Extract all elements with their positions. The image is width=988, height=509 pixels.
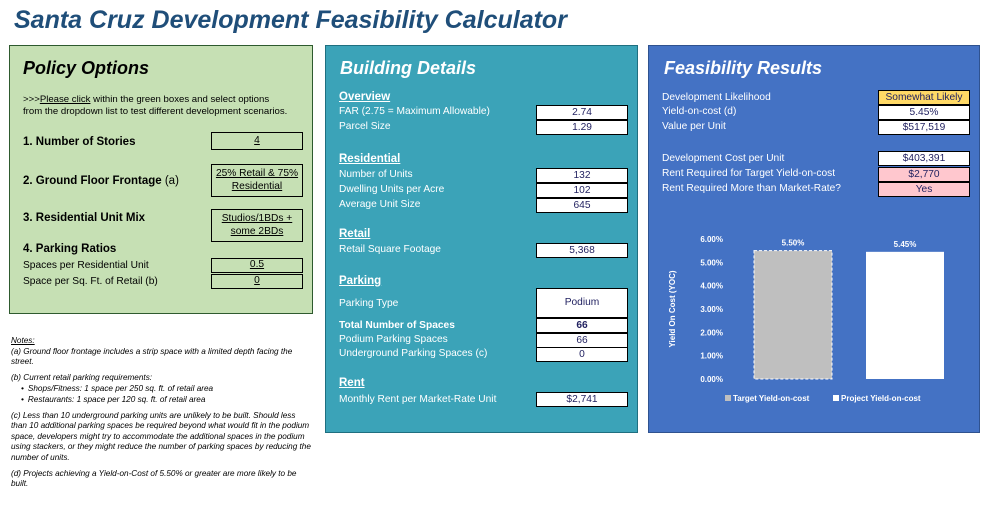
note-b-list [21,384,311,405]
legend-swatch [833,395,839,401]
mix-value-1: Studios/1BDs + [221,213,293,224]
y-tick-label: 5.00% [700,258,723,268]
yoc-value: 5.45% [878,105,970,120]
far-label: FAR (2.75 = Maximum Allowable) [339,106,490,117]
residential-heading: Residential [339,153,401,165]
vpu-label: Value per Unit [662,121,726,132]
mix-select[interactable] [211,209,303,242]
note-b1: • Shops/Fitness: 1 space per 250 sq. ft. of retail area [21,384,311,395]
y-tick-label: 4.00% [700,281,723,291]
underground-value: 0 [536,347,628,362]
frontage-label [23,175,179,187]
rent-req-value: $2,770 [878,167,970,182]
project-yoc-bar [866,252,944,379]
overview-heading: Overview [339,91,391,103]
retail-sf-value: 5,368 [536,243,628,258]
note-d: (d) Projects achieving a Yield-on-Cost of 5.50% or greater are more likely to be built. [11,468,297,489]
page-title: Santa Cruz Development Feasibility Calculator [14,6,567,34]
building-details-panel [325,45,638,433]
frontage-value-2: Residential [231,180,283,192]
bar-data-label: 5.45% [893,239,917,249]
frontage-label-text: 2. Ground Floor Frontage [23,175,162,187]
units-value: 132 [536,168,628,183]
avg-label: Average Unit Size [339,199,421,210]
avg-value: 645 [536,198,628,213]
note-a: (a) Ground floor frontage includes a strip space with a limited depth facing the street. [11,346,293,367]
frontage-value-1: 25% Retail & 75% [215,168,299,179]
parking-label: 4. Parking Ratios [23,243,117,255]
parking-heading: Parking [339,275,382,287]
frontage-select[interactable] [211,164,303,197]
y-tick-label: 0.00% [700,375,723,384]
mix-value-2: some 2BDs [230,225,284,237]
res-ratio-select[interactable]: 0.5 [211,258,303,273]
instructions [23,94,287,118]
rent-heading: Rent [339,377,365,389]
likelihood-value: Somewhat Likely [878,90,970,105]
underground-label: Underground Parking Spaces (c) [339,348,488,359]
vpu-value: $517,519 [878,120,970,135]
notes [11,336,311,495]
instr-line2: from the dropdown list to test different development scenarios. [23,106,288,117]
results-heading: Feasibility Results [664,58,823,78]
retail-sf-label: Retail Square Footage [339,244,441,255]
dcpu-value: $403,391 [878,151,970,166]
bar-data-label: 5.50% [781,238,805,248]
far-value: 2.74 [536,105,628,120]
total-spaces-label: Total Number of Spaces [339,320,455,331]
ptype-label: Parking Type [339,298,399,309]
target-yoc-bar [754,251,832,379]
note-c: (c) Less than 10 underground parking units are unlikely to be built. Should less than 10 additional parking spaces be required beyond what would fit in the podium space, developers might try to accommodate the additional spaces in the podium using stackers, or they might reduce the number of parking spaces by reducing the number of units. [11,410,311,462]
y-tick-label: 6.00% [700,235,723,244]
policy-heading: Policy Options [23,58,150,78]
building-heading: Building Details [340,58,477,78]
yoc-chart-svg [661,229,971,425]
legend-entry: Target Yield-on-cost [733,394,810,403]
dcpu-label: Development Cost per Unit [662,153,785,164]
chart-y-axis-label: Yield On Cost (YOC) [668,270,677,348]
retail-ratio-select[interactable]: 0 [211,274,303,289]
rent-label: Monthly Rent per Market-Rate Unit [339,394,497,405]
note-b2: • Restaurants: 1 space per 120 sq. ft. of retail area [21,395,311,406]
frontage-note: (a) [164,175,179,187]
yoc-label: Yield-on-cost (d) [662,106,737,117]
units-label: Number of Units [339,169,413,180]
dua-value: 102 [536,183,628,198]
notes-title: Notes: [11,336,35,345]
y-tick-label: 1.00% [700,351,723,361]
y-tick-label: 2.00% [700,328,723,338]
retail-heading: Retail [339,228,371,240]
total-spaces-value: 66 [536,318,628,333]
instr-prefix: >>> [23,94,40,105]
podium-label: Podium Parking Spaces [339,334,448,345]
rent-value: $2,741 [536,392,628,407]
note-b: (b) Current retail parking requirements: [11,372,153,382]
podium-value: 66 [536,333,628,348]
rent-more-value: Yes [878,182,970,197]
parcel-label: Parcel Size [339,121,391,132]
rent-more-label: Rent Required More than Market-Rate? [662,183,841,194]
legend-entry: Project Yield-on-cost [841,394,921,403]
instr-rest: within the green boxes and select options [90,94,270,105]
dua-label: Dwelling Units per Acre [339,184,445,195]
y-tick-label: 3.00% [700,305,723,314]
rent-req-label: Rent Required for Target Yield-on-cost [662,168,836,179]
yoc-chart [661,229,971,425]
stories-label: 1. Number of Stories [23,136,136,148]
retail-ratio-label: Space per Sq. Ft. of Retail (b) [23,276,158,287]
instr-link: Please click [39,94,91,105]
res-ratio-label: Spaces per Residential Unit [23,260,149,271]
legend-swatch [725,395,731,401]
ptype-value: Podium [536,288,628,318]
mix-label: 3. Residential Unit Mix [23,212,146,224]
stories-select[interactable]: 4 [211,132,303,150]
feasibility-results-panel [648,45,980,433]
parcel-value: 1.29 [536,120,628,135]
likelihood-label: Development Likelihood [662,92,771,103]
policy-options-panel [9,45,313,314]
